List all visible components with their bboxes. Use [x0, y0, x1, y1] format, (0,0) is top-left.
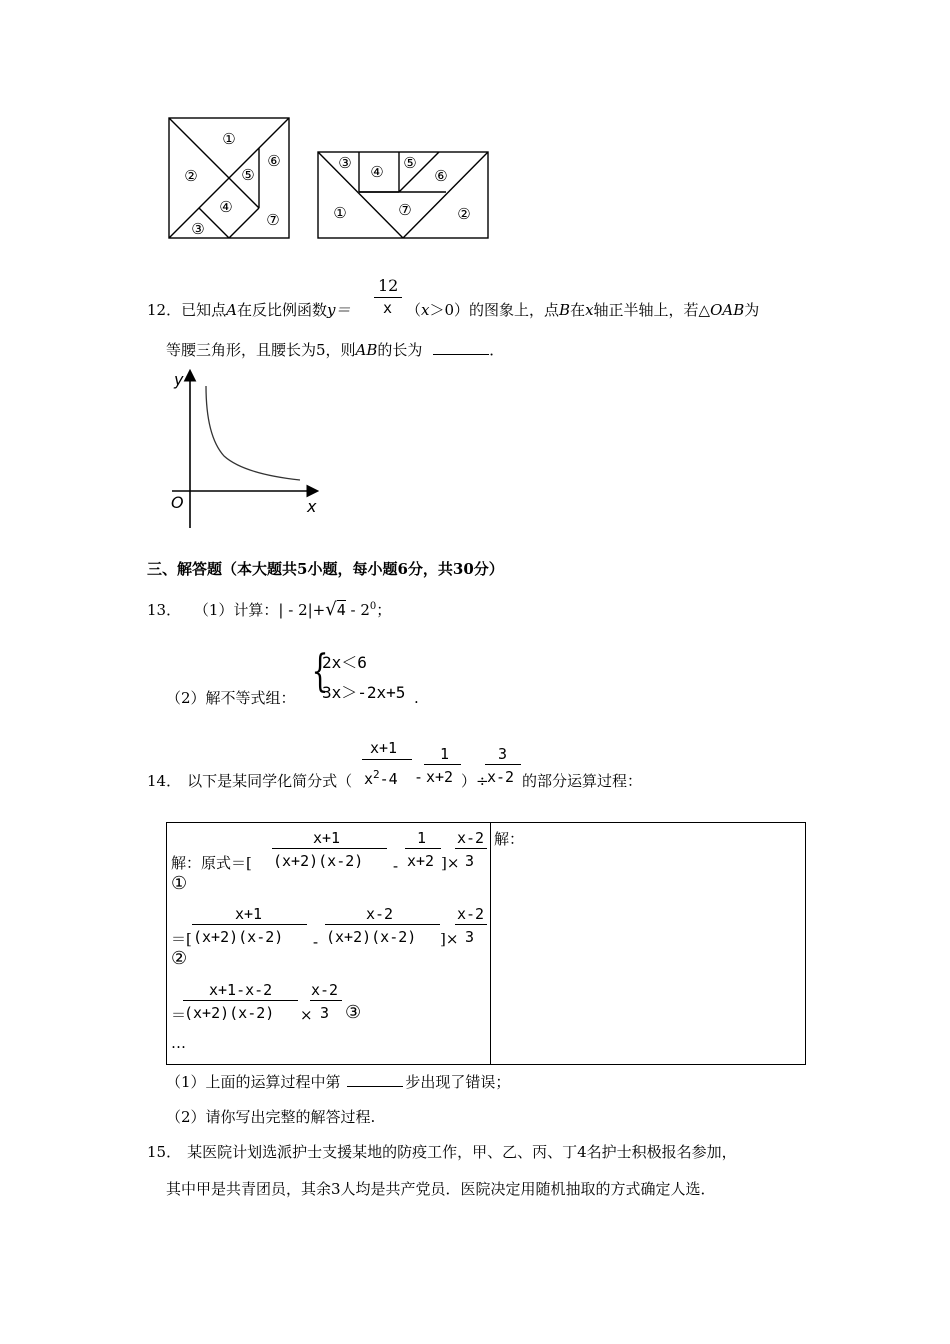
s3-mark: ③	[345, 1002, 362, 1023]
s1-f3-num: x-2	[457, 829, 485, 847]
q12-text-c: 在	[570, 301, 586, 319]
q12-x-axis: x	[585, 301, 594, 319]
s2-f3-num: x-2	[457, 905, 485, 923]
q12-line1-right	[406, 300, 759, 320]
q12-line1	[147, 300, 350, 320]
rect-left-slope	[318, 152, 403, 238]
q12-frac-bar	[374, 297, 402, 298]
q14-f3-den: x-2	[487, 768, 515, 786]
rect-label-4: ④	[370, 163, 384, 181]
rect-label-3: ③	[338, 154, 352, 172]
rect-label-1: ①	[333, 204, 347, 222]
square-label-5: ⑤	[241, 166, 255, 184]
s1-times: ]×	[441, 854, 460, 872]
q12-line2-a: 等腰三角形，且腰长为5，则	[166, 341, 356, 359]
q14-minus: -	[414, 768, 424, 786]
s1-f1-num: x+1	[313, 829, 341, 847]
s1-f2-bar	[405, 848, 441, 849]
q14-table-divider	[490, 823, 491, 1064]
q13-part1	[147, 597, 391, 620]
q14-sub2: （2）请你写出完整的解答过程.	[166, 1108, 376, 1126]
s3-prefix: ＝	[171, 1006, 187, 1024]
s3-f2-bar	[310, 1000, 342, 1001]
q14-intro-end: 的部分运算过程：	[522, 772, 643, 790]
s2-mark: ②	[171, 948, 188, 969]
q12-y-eq: y＝	[326, 301, 351, 319]
s1-prefix: 解：原式＝[	[171, 854, 252, 872]
q13-exp0: 0	[369, 601, 377, 612]
tangram-figures	[160, 112, 500, 246]
q14-table	[166, 822, 806, 1065]
q12-line2-end: ．	[489, 341, 505, 359]
s1-minus: -	[391, 857, 401, 875]
square-label-1: ①	[222, 130, 236, 148]
rect-label-6: ⑥	[434, 167, 448, 185]
q12-text-d: 轴正半轴上，若△	[593, 301, 711, 319]
q15-number: 15．	[147, 1143, 182, 1161]
q14-sub1	[166, 1072, 510, 1092]
s2-f3-bar	[455, 924, 487, 925]
s2-f1-num: x+1	[235, 905, 263, 923]
q14-right-cell-label: 解：	[494, 830, 525, 848]
q13-number: 13．	[147, 601, 182, 619]
q12-graph-x-label: x	[307, 497, 317, 516]
square-label-4: ④	[219, 198, 233, 216]
q12-cond-rest: ＞0）的图象上，点	[429, 301, 560, 319]
q14-right-answer-area[interactable]	[492, 853, 804, 1061]
s3-times: ×	[300, 1006, 313, 1024]
q14-f1-bar	[362, 759, 412, 760]
q13-part2-end: .	[414, 689, 419, 707]
s1-f1-bar	[272, 848, 387, 849]
q14-f2-num: 1	[440, 745, 450, 763]
q12-graph-origin-label: O	[171, 493, 184, 512]
q14-f3-num: 3	[498, 745, 508, 763]
q12-cond-x: x	[421, 301, 430, 319]
rect-label-5: ⑤	[403, 154, 417, 172]
q13-sqrt-arg: 4	[336, 601, 346, 619]
q12-cond-open: （	[406, 301, 422, 319]
s2-minus: -	[311, 933, 321, 951]
q13-expr-a: | - 2|+	[278, 601, 326, 619]
q13-part2	[166, 688, 296, 708]
s2-times: ]×	[440, 930, 459, 948]
q15-line1	[147, 1142, 737, 1162]
q14-line1-left	[147, 771, 352, 791]
q13-sqrt-sign: √	[325, 599, 337, 620]
s2-f2-den: (x+2)(x-2)	[326, 928, 417, 946]
s2-f1-den: (x+2)(x-2)	[193, 928, 284, 946]
square-label-2: ②	[184, 167, 198, 185]
rect-label-2: ②	[457, 205, 471, 223]
q12-line2-b: 的长为	[377, 341, 423, 359]
square-label-7: ⑦	[266, 211, 280, 229]
q14-f1-num: x+1	[370, 739, 398, 757]
q14-sub1-blank[interactable]	[347, 1072, 403, 1087]
q14-sub1-b: 步出现了错误；	[405, 1073, 511, 1091]
s1-f1-den: (x+2)(x-2)	[273, 852, 364, 870]
q14-f3-bar	[485, 764, 521, 765]
s1-f2-num: 1	[417, 829, 427, 847]
s1-f2-den: x+2	[407, 852, 435, 870]
s3-f2-den: 3	[320, 1004, 330, 1022]
s2-f2-bar	[325, 924, 440, 925]
square-label-3: ③	[191, 220, 205, 238]
q12-text-e: 为	[744, 301, 760, 319]
q14-f1-den-rest: -4	[379, 770, 398, 788]
q13-expr-b: - 2	[345, 601, 370, 619]
q14-sub1-a: （1）上面的运算过程中第	[166, 1073, 341, 1091]
square-diag-1	[169, 118, 229, 178]
s1-f3-den: 3	[465, 852, 475, 870]
s3-f1-den: (x+2)(x-2)	[184, 1004, 275, 1022]
q12-number: 12．	[147, 301, 182, 319]
q13-ineq1: 2x＜6	[322, 653, 367, 672]
q13-ineq2: 3x＞-2x+5	[322, 683, 406, 702]
q12-line2	[166, 340, 504, 360]
q14-f1-den-x: x	[364, 770, 374, 788]
q14-f2-bar	[424, 764, 461, 765]
square-piece-edge-d	[229, 208, 259, 238]
q14-f2-den: x+2	[426, 768, 454, 786]
q14-f1-den	[364, 766, 398, 788]
q13-part2-label: （2）解不等式组：	[166, 689, 296, 707]
q12-text-b: 在反比例函数	[236, 301, 327, 319]
q12-frac-den: x	[383, 299, 393, 317]
q12-ab: AB	[355, 341, 378, 359]
s2-prefix: ＝[	[171, 930, 192, 948]
q12-graph-y-label: y	[174, 370, 184, 389]
s2-f1-bar	[192, 924, 307, 925]
s3-f1-num: x+1-x-2	[209, 981, 273, 999]
q14-f1-den-exp: 2	[373, 768, 380, 781]
q12-text-a: 已知点	[181, 301, 227, 319]
section3-title: 三、解答题（本大题共5小题，每小题6分，共30分）	[147, 560, 504, 578]
s3-f1-bar	[183, 1000, 298, 1001]
q12-point-b: B	[559, 301, 571, 319]
s1-f3-bar	[455, 848, 487, 849]
q12-answer-blank[interactable]	[433, 340, 489, 355]
q12-oab: OAB	[710, 301, 745, 319]
q14-ellipsis: …	[171, 1034, 186, 1052]
q14-number: 14．	[147, 772, 182, 790]
s3-f2-num: x-2	[311, 981, 339, 999]
rect-label-7: ⑦	[398, 201, 412, 219]
q13-part1-end: ；	[376, 601, 392, 619]
q15-line1-text: 某医院计划选派护士支援某地的防疫工作，甲、乙、丙、丁4名护士积极报名参加，	[187, 1143, 737, 1161]
q12-graph	[164, 366, 324, 530]
s2-f2-num: x-2	[366, 905, 394, 923]
q13-brace: {	[311, 646, 329, 697]
q15-line2: 其中甲是共青团员，其余3人均是共产党员．医院决定用随机抽取的方式确定人选．	[166, 1180, 716, 1198]
s2-f3-den: 3	[465, 928, 475, 946]
q12-frac-num: 12	[378, 276, 399, 295]
s1-mark: ①	[171, 873, 188, 894]
square-label-6: ⑥	[267, 152, 281, 170]
q14-intro: 以下是某同学化简分式（	[187, 772, 353, 790]
q12-point-a: A	[226, 301, 237, 319]
q12-hyperbola-curve	[206, 386, 300, 480]
q14-close-div: ）÷	[461, 772, 489, 790]
q13-part1-label: （1）计算：	[193, 601, 279, 619]
